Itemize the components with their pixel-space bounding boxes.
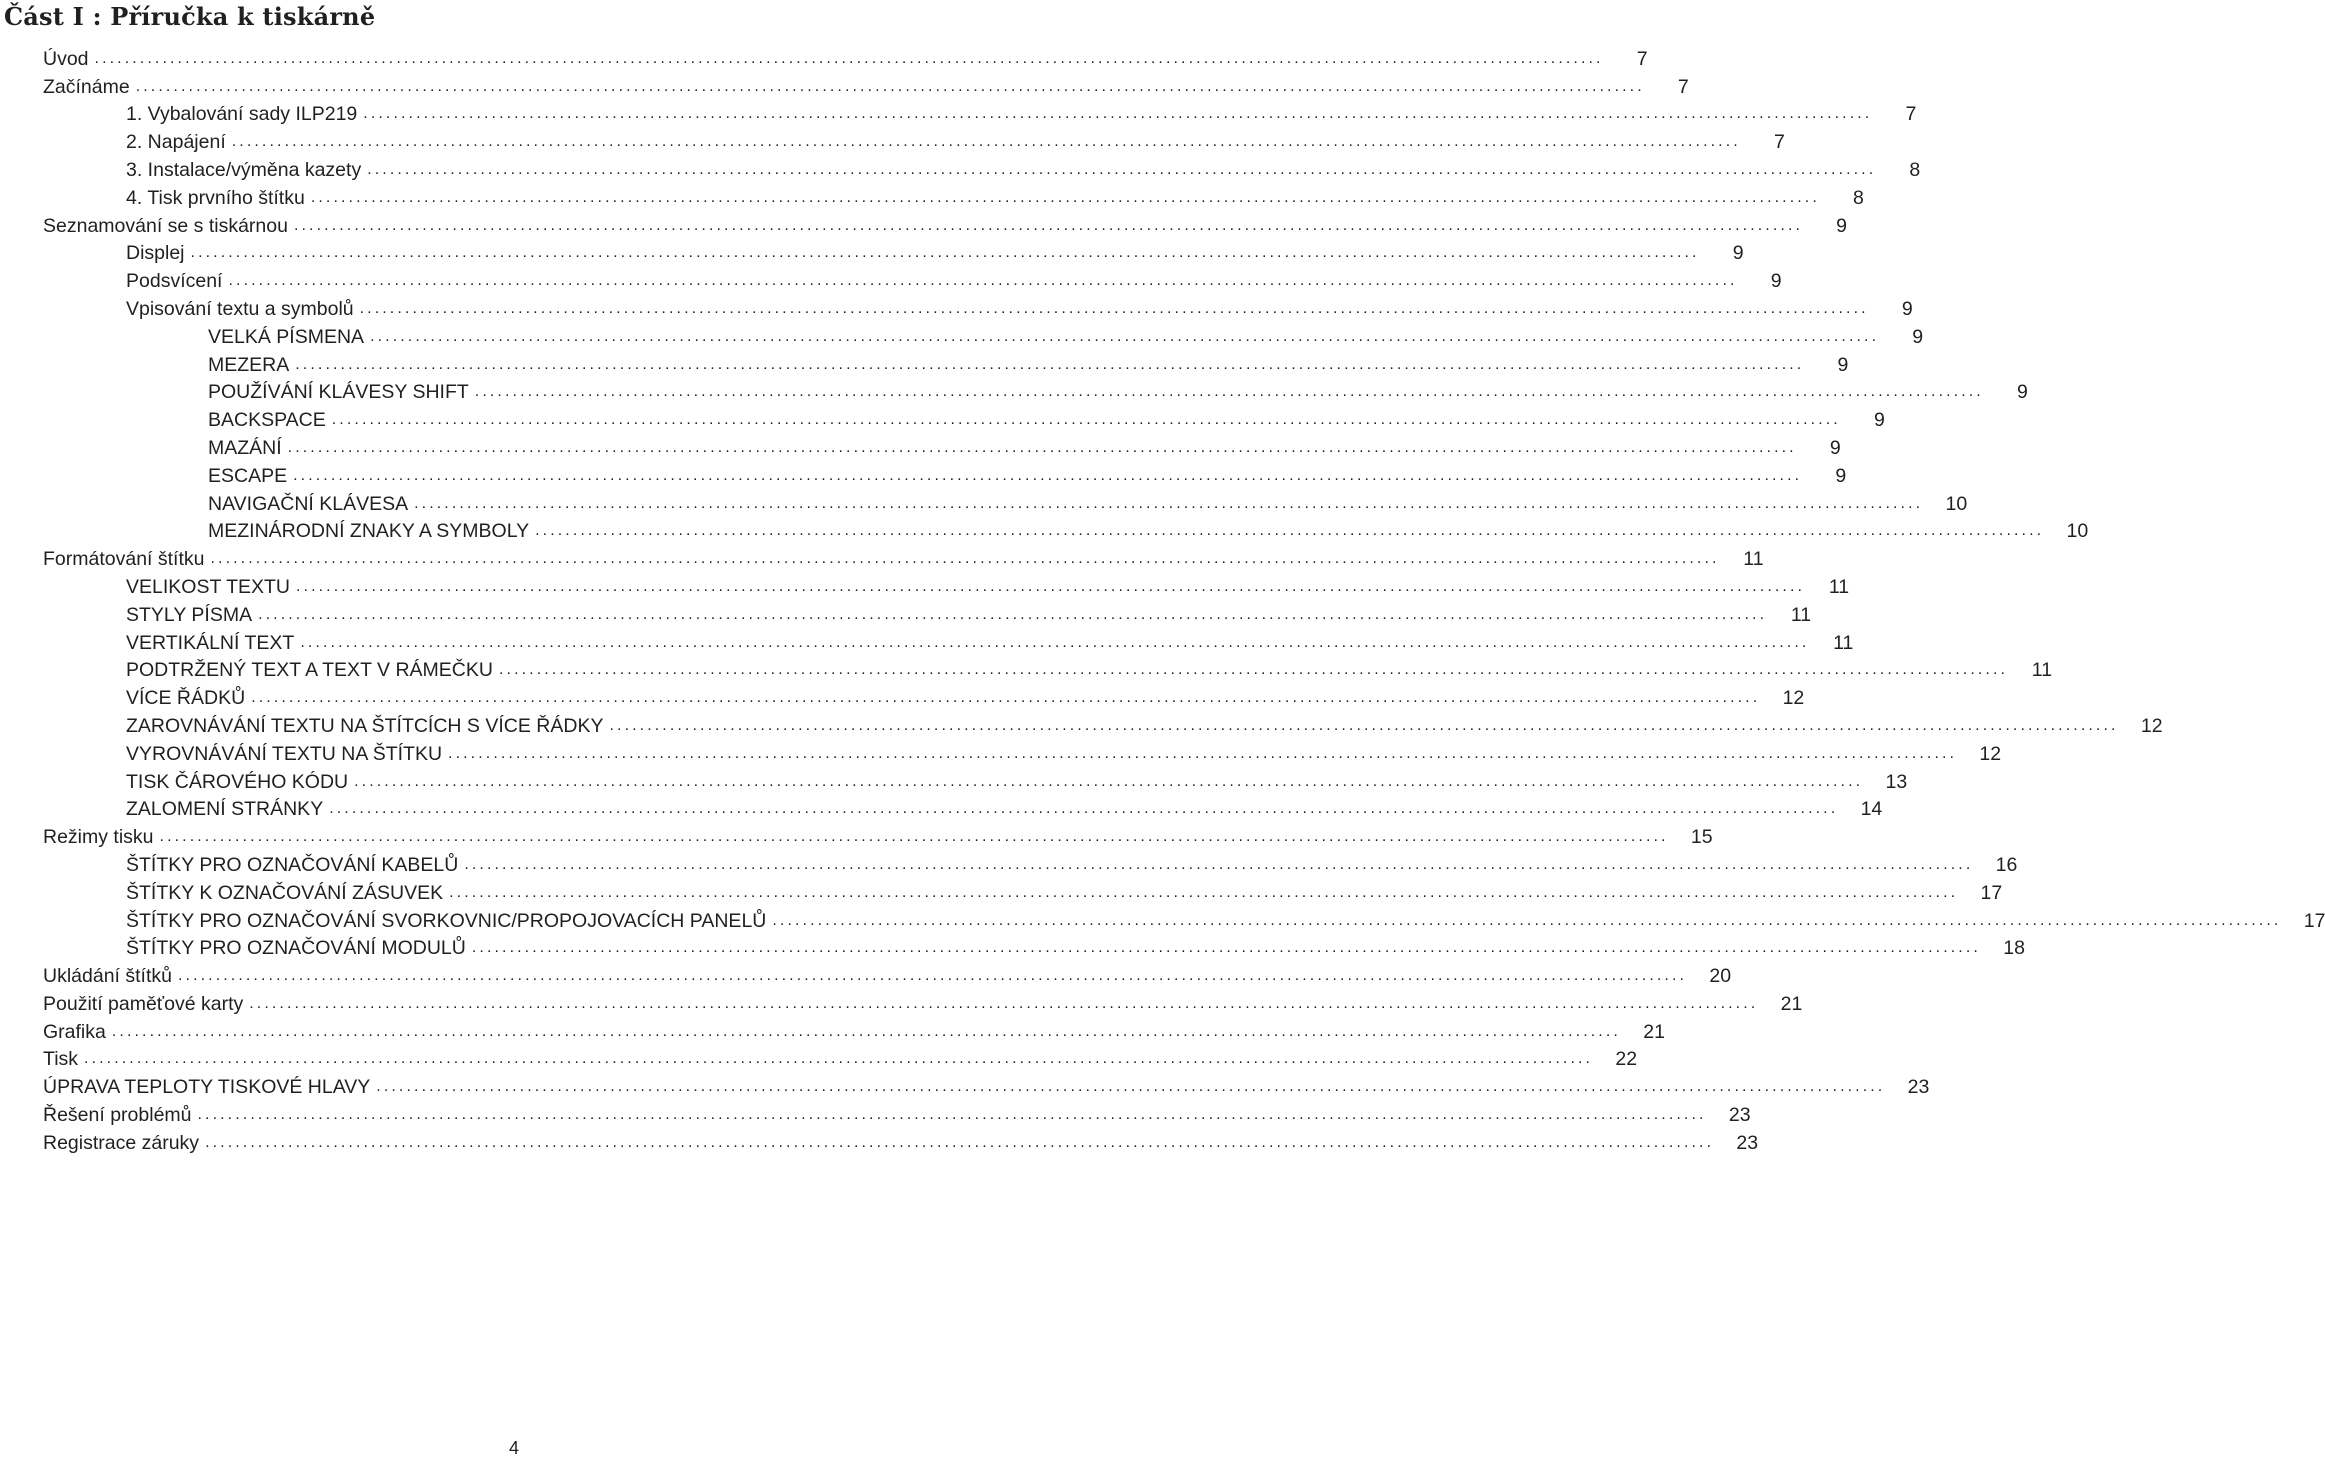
toc-entry-label: Podsvícení	[126, 270, 223, 293]
page-title: Část I : Příručka k tiskárně	[4, 2, 376, 31]
toc-entry	[0, 125, 1785, 154]
toc-leader-dots: ........................................................................................................................................................................................................	[205, 1133, 1715, 1151]
toc-entry-page: 23	[1728, 1104, 1751, 1127]
toc-leader-dots: ........................................................................................................................................................................................................	[354, 772, 1864, 790]
toc-entry-label: Formátování štítku	[43, 548, 205, 571]
toc-entry-page: 20	[1709, 965, 1732, 988]
toc-entry-label: TISK ČÁROVÉHO KÓDU	[126, 770, 349, 793]
toc-entry-page: 16	[1995, 853, 2018, 876]
toc-entry-label: ZAROVNÁVÁNÍ TEXTU NA ŠTÍTCÍCH S VÍCE ŘÁDKY	[126, 714, 604, 737]
toc-leader-dots: ........................................................................................................................................................................................................	[210, 550, 1720, 568]
toc-entry-label: 3. Instalace/výměna kazety	[126, 158, 362, 181]
toc-entry-page: 7	[1636, 47, 1648, 70]
toc-entry-page: 10	[1945, 492, 1968, 515]
toc-entry-label: Začínáme	[43, 75, 130, 98]
toc-entry	[0, 1070, 1930, 1099]
toc-entry	[0, 1043, 1638, 1071]
toc-entry-page: 13	[1885, 770, 1908, 793]
toc-leader-dots: ........................................................................................................................................................................................................	[464, 855, 1974, 873]
toc-leader-dots: ........................................................................................................................................................................................................	[296, 577, 1806, 595]
toc-leader-dots: ........................................................................................................................................................................................................	[449, 883, 1959, 901]
toc-entry-page: 23	[1907, 1076, 1930, 1099]
toc-entry-label: Vpisování textu a symbolů	[126, 297, 354, 320]
toc-entry	[0, 431, 1841, 459]
toc-entry-page: 9	[2017, 381, 2028, 404]
toc-entry-label: ŠTÍTKY PRO OZNAČOVÁNÍ SVORKOVNIC/PROPOJOVACÍCH PANELŮ	[126, 909, 767, 932]
toc-entry-page: 21	[1780, 992, 1803, 1015]
toc-entry-page: 9	[1829, 436, 1841, 459]
toc-entry-label: ŠTÍTKY PRO OZNAČOVÁNÍ KABELŮ	[126, 853, 459, 876]
toc-entry	[0, 98, 1917, 126]
toc-entry-label: Ukládání štítků	[43, 965, 172, 988]
toc-entry	[0, 820, 1713, 849]
toc-entry	[0, 292, 1913, 320]
toc-entry-label: VELIKOST TEXTU	[126, 575, 290, 598]
toc-entry-label: MEZERA	[208, 353, 290, 376]
toc-entry-page: 9	[1770, 270, 1782, 293]
toc-leader-dots: ........................................................................................................................................................................................................	[258, 605, 1768, 623]
toc-entry-label: ZALOMENÍ STRÁNKY	[126, 798, 324, 821]
toc-entry-page: 7	[1905, 103, 1917, 126]
toc-leader-dots: ........................................................................................................................................................................................................	[293, 466, 1803, 484]
toc-entry-page: 9	[1837, 353, 1849, 376]
toc-entry-page: 12	[1979, 742, 2002, 765]
toc-entry-page: 9	[1732, 242, 1744, 265]
toc-leader-dots: ........................................................................................................................................................................................................	[159, 828, 1669, 846]
toc-leader-dots: ........................................................................................................................................................................................................	[363, 105, 1873, 123]
toc-entry-label: ŠTÍTKY K OZNAČOVÁNÍ ZÁSUVEK	[126, 881, 444, 904]
toc-leader-dots: ........................................................................................................................................................................................................	[370, 327, 1880, 345]
toc-entry-page: 7	[1773, 131, 1785, 154]
table-of-contents	[0, 42, 2325, 1154]
toc-entry-page: 9	[1836, 214, 1848, 237]
toc-entry-page: 23	[1736, 1131, 1759, 1154]
toc-entry	[0, 42, 1648, 70]
toc-entry-page: 15	[1690, 826, 1713, 849]
toc-entry-label: Použití paměťové karty	[43, 992, 244, 1015]
toc-entry	[0, 459, 1847, 487]
toc-entry	[0, 1098, 1751, 1127]
toc-entry-label: Tisk	[43, 1048, 79, 1071]
toc-entry	[0, 765, 1908, 793]
toc-leader-dots: ........................................................................................................................................................................................................	[293, 216, 1804, 234]
toc-entry	[0, 848, 2018, 876]
toc-entry	[0, 1015, 1665, 1043]
toc-leader-dots: ........................................................................................................................................................................................................	[331, 411, 1841, 429]
toc-leader-dots: ........................................................................................................................................................................................................	[448, 744, 1958, 762]
toc-entry	[0, 1126, 1759, 1154]
toc-leader-dots: ........................................................................................................................................................................................................	[111, 1022, 1621, 1040]
toc-entry	[0, 487, 1968, 515]
toc-entry-page: 18	[2003, 937, 2025, 960]
toc-entry	[0, 654, 2053, 682]
toc-entry-page: 12	[1782, 687, 1805, 710]
toc-entry-label: Úvod	[43, 47, 89, 70]
toc-leader-dots: ........................................................................................................................................................................................................	[231, 133, 1741, 151]
toc-entry-page: 7	[1677, 75, 1689, 98]
toc-entry-page: 11	[1828, 575, 1850, 598]
toc-leader-dots: ........................................................................................................................................................................................................	[376, 1078, 1886, 1096]
toc-entry-page: 14	[1860, 798, 1883, 821]
toc-entry-label: VYROVNÁVÁNÍ TEXTU NA ŠTÍTKU	[126, 742, 443, 765]
toc-entry-label: ESCAPE	[208, 464, 288, 487]
toc-entry-page: 8	[1853, 186, 1864, 209]
toc-entry	[0, 626, 1854, 654]
toc-entry-page: 11	[1790, 603, 1812, 626]
toc-entry	[0, 904, 2325, 932]
toc-entry	[0, 598, 1812, 626]
toc-leader-dots: ........................................................................................................................................................................................................	[414, 494, 1924, 512]
toc-entry	[0, 181, 1864, 209]
toc-entry-page: 17	[1980, 881, 2003, 904]
toc-leader-dots: ........................................................................................................................................................................................................	[310, 188, 1820, 206]
toc-entry-page: 17	[2303, 909, 2325, 932]
toc-entry	[0, 348, 1849, 376]
toc-entry-page: 9	[1912, 325, 1924, 348]
toc-entry	[0, 153, 1921, 181]
toc-entry-label: Režimy tisku	[43, 826, 154, 849]
toc-entry-label: Registrace záruky	[43, 1131, 200, 1154]
toc-leader-dots: ........................................................................................................................................................................................................	[367, 160, 1877, 178]
toc-leader-dots: ........................................................................................................................................................................................................	[609, 716, 2119, 734]
toc-leader-dots: ........................................................................................................................................................................................................	[228, 272, 1738, 290]
toc-entry-page: 11	[1833, 631, 1854, 654]
toc-entry-page: 21	[1643, 1020, 1665, 1043]
toc-leader-dots: ........................................................................................................................................................................................................	[135, 77, 1645, 95]
toc-entry-label: Grafika	[43, 1020, 106, 1043]
toc-entry-label: 4. Tisk prvního štítku	[126, 186, 305, 209]
toc-entry-label: Řešení problémů	[43, 1104, 192, 1127]
toc-entry	[0, 542, 1764, 571]
toc-entry-page: 11	[1743, 548, 1764, 571]
toc-leader-dots: ........................................................................................................................................................................................................	[94, 49, 1604, 67]
toc-entry	[0, 959, 1732, 988]
toc-entry-page: 9	[1873, 409, 1885, 432]
toc-entry	[0, 376, 2028, 404]
toc-entry-label: VERTIKÁLNÍ TEXT	[126, 631, 295, 654]
toc-entry	[0, 709, 2163, 737]
toc-leader-dots: ........................................................................................................................................................................................................	[249, 994, 1759, 1012]
toc-entry	[0, 737, 2002, 765]
toc-entry-label: Seznamování se s tiskárnou	[43, 214, 288, 237]
toc-entry-page: 9	[1901, 297, 1913, 320]
toc-entry-label: Displej	[126, 242, 185, 265]
toc-leader-dots: ........................................................................................................................................................................................................	[295, 355, 1805, 373]
toc-entry	[0, 515, 2089, 543]
toc-entry-label: MEZINÁRODNÍ ZNAKY A SYMBOLY	[208, 520, 530, 543]
toc-entry-page: 11	[2031, 659, 2053, 682]
toc-leader-dots: ........................................................................................................................................................................................................	[474, 383, 1984, 401]
toc-entry	[0, 237, 1744, 265]
toc-entry-label: 1. Vybalování sady ILP219	[126, 103, 358, 126]
toc-leader-dots: ........................................................................................................................................................................................................	[498, 661, 2009, 679]
toc-entry-page: 10	[2066, 520, 2089, 543]
page-footer	[0, 1438, 960, 1459]
toc-entry	[0, 320, 1924, 348]
toc-entry-label: NAVIGAČNÍ KLÁVESA	[208, 492, 409, 515]
toc-leader-dots: ........................................................................................................................................................................................................	[177, 967, 1688, 985]
toc-entry	[0, 987, 1803, 1015]
toc-leader-dots: ........................................................................................................................................................................................................	[329, 800, 1839, 818]
toc-leader-dots: ........................................................................................................................................................................................................	[251, 689, 1761, 707]
toc-entry-label: 2. Napájení	[126, 131, 226, 154]
toc-leader-dots: ........................................................................................................................................................................................................	[359, 299, 1869, 317]
toc-entry	[0, 70, 1689, 98]
toc-entry-label: ŠTÍTKY PRO OZNAČOVÁNÍ MODULŮ	[126, 937, 466, 960]
toc-entry-page: 9	[1835, 464, 1847, 487]
toc-entry-label: STYLY PÍSMA	[126, 603, 253, 626]
toc-entry	[0, 570, 1850, 598]
toc-entry	[0, 264, 1782, 293]
toc-leader-dots: ........................................................................................................................................................................................................	[471, 939, 1981, 957]
toc-leader-dots: ........................................................................................................................................................................................................	[287, 438, 1797, 456]
toc-entry-label: ÚPRAVA TEPLOTY TISKOVÉ HLAVY	[43, 1076, 371, 1099]
toc-leader-dots: ........................................................................................................................................................................................................	[535, 522, 2045, 540]
toc-entry-page: 8	[1909, 158, 1921, 181]
toc-entry	[0, 209, 1848, 237]
toc-entry	[0, 793, 1883, 821]
toc-leader-dots: ........................................................................................................................................................................................................	[197, 1106, 1707, 1124]
toc-leader-dots: ........................................................................................................................................................................................................	[300, 633, 1810, 651]
toc-leader-dots: ........................................................................................................................................................................................................	[84, 1050, 1594, 1068]
toc-entry-page: 12	[2140, 714, 2163, 737]
toc-entry-label: POUŽÍVÁNÍ KLÁVESY SHIFT	[208, 381, 469, 404]
footer-page-number: 4	[508, 1438, 519, 1458]
toc-entry-label: VELKÁ PÍSMENA	[208, 325, 365, 348]
toc-entry	[0, 932, 2025, 960]
toc-entry	[0, 876, 2003, 904]
toc-entry-label: VÍCE ŘÁDKŮ	[126, 687, 246, 710]
toc-entry-label: BACKSPACE	[208, 409, 326, 432]
toc-entry	[0, 403, 1885, 432]
toc-entry-page: 22	[1615, 1048, 1638, 1071]
toc-entry-label: PODTRŽENÝ TEXT A TEXT V RÁMEČKU	[126, 659, 493, 682]
toc-entry-label: MAZÁNÍ	[208, 436, 282, 459]
toc-entry	[0, 681, 1805, 710]
toc-leader-dots: ........................................................................................................................................................................................................	[190, 244, 1700, 262]
toc-leader-dots: ........................................................................................................................................................................................................	[772, 911, 2282, 929]
